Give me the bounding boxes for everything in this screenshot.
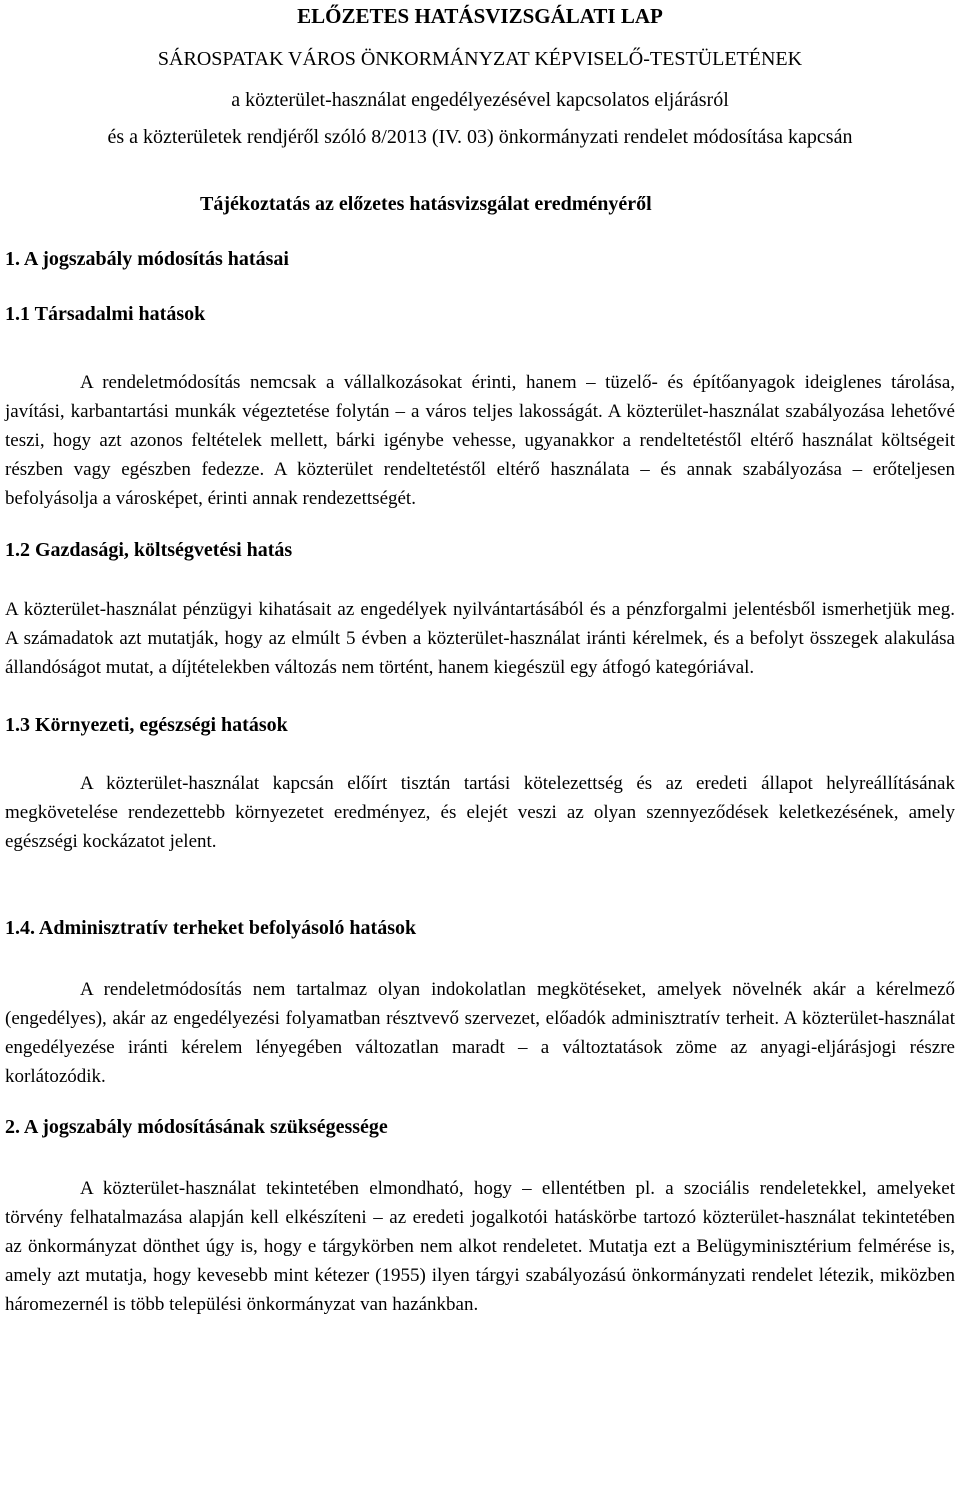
section-1-3-text: A közterület-használat kapcsán előírt tisztán tartási kötelezettség és az eredeti állapot helyreállításának megkövetelése rendezettebb környezetet eredményez, és elejét veszi az olyan szennyeződések keletkezésének, amely egészségi kockázatot jelent. (5, 773, 955, 852)
section-1-4-heading: 1.4. Adminisztratív terheket befolyásoló hatások (5, 917, 417, 939)
info-heading: Tájékoztatás az előzetes hatásvizsgálat eredményéről (200, 193, 652, 215)
section-1-2-text: A közterület-használat pénzügyi kihatásait az engedélyek nyilvántartásából és a pénzforgalmi jelentésből ismerhetjük meg. A számadatok azt mutatják, hogy az elmúlt 5 évben a közterület-használat iránti kérelmek, és a befolyt összegek alakulása állandóságot mutat, a díjtételekben változás nem történt, hanem kiegészül egy átfogó kategóriával. (5, 599, 955, 678)
document-title: ELŐZETES HATÁSVIZSGÁLATI LAP (297, 4, 663, 28)
subtitle-subject: a közterület-használat engedélyezésével kapcsolatos eljárásról (231, 89, 729, 111)
subtitle-council: SÁROSPATAK VÁROS ÖNKORMÁNYZAT KÉPVISELŐ-TESTÜLETÉNEK (157, 48, 803, 70)
section-1-2-heading: 1.2 Gazdasági, költségvetési hatás (5, 539, 293, 561)
section-1-4-text: A rendeletmódosítás nem tartalmaz olyan indokolatlan megkötéseket, amelyek növelnék akár a kérelmező (engedélyes), akár az engedélyezési folyamatban résztvevő szervezet, előadók adminisztratív terheit. A közterület-használat engedélyezése iránti kérelem lényegében változatlan maradt – a változtatások zöme az anyagi-eljárásjogi részre korlátozódik. (5, 979, 955, 1087)
section-2-heading: 2. A jogszabály módosításának szükségessége (5, 1116, 388, 1138)
subtitle-regulation: és a közterületek rendjéről szóló 8/2013 (IV. 03) önkormányzati rendelet módosítása kapcsán (107, 126, 853, 148)
section-1-1-text: A rendeletmódosítás nemcsak a vállalkozásokat érinti, hanem – tüzelő- és építőanyagok ideiglenes tárolása, javítási, karbantartási munkák végeztetése folytán – a város teljes lakosságát. A közterület-használat szabályozása lehetővé teszi, hogy azt azonos feltételek mellett, bárki igénybe vehesse, ugyanakkor a rendeltetéstől eltérő használat költségeit részben vagy egészben fedezze. A közterület rendeltetéstől eltérő használata – és annak szabályozása – erőteljesen befolyásolja a városképet, érinti annak rendezettségét. (5, 372, 955, 509)
section-1-1-heading: 1.1 Társadalmi hatások (5, 303, 206, 325)
section-1-3-heading: 1.3 Környezeti, egészségi hatások (5, 714, 288, 736)
section-1-heading: 1. A jogszabály módosítás hatásai (5, 248, 289, 270)
section-2-text: A közterület-használat tekintetében elmondható, hogy – ellentétben pl. a szociális rendeletekkel, amelyeket törvény felhatalmazása alapján kell elkészíteni – az eredeti jogalkotói hatáskörbe tartozó közterület-használat tekintetében az önkormányzat dönthet úgy is, hogy e tárgykörben nem alkot rendeletet. Mutatja ezt a Belügyminisztérium felmérése is, amely azt mutatja, hogy kevesebb mint kétezer (1955) ilyen tárgyi szabályozású önkormányzati rendelet létezik, miközben háromezernél is több települési önkormányzat van hazánkban. (5, 1178, 955, 1315)
